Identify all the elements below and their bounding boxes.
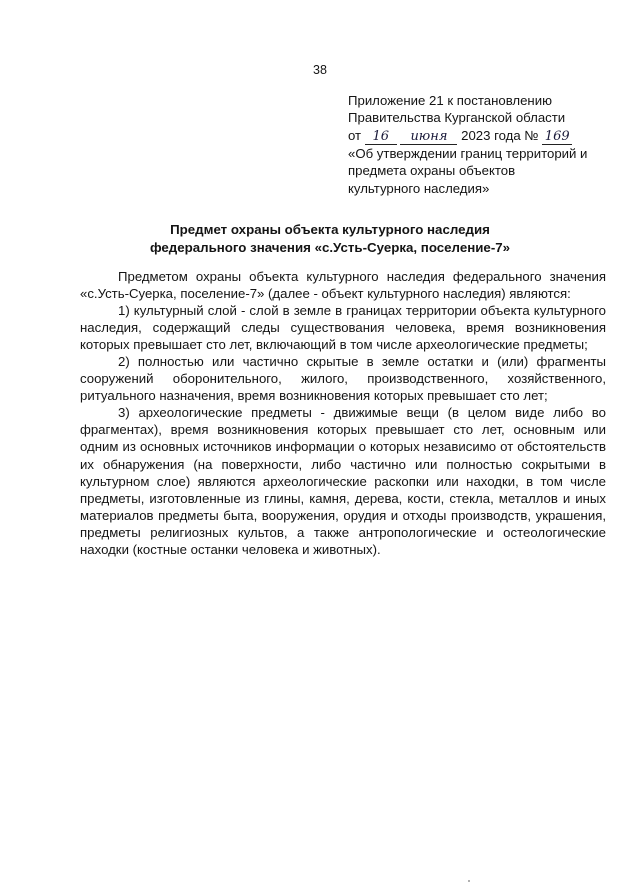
paragraph-item-3: 3) археологические предметы - движимые вещи (в целом виде либо во фрагментах), время возникновения которых превышает сто лет, основным или одним из основных источников информации о которых независимо от обстоятельств их обнаружения (на поверхности, либо частично или полностью сокрытыми в культурном слое) являются археологические раскопки или находки, в том числе предметы, изготовленные из глины, камня, дерева, кости, стекла, металлов и иных материалов предметы быта, вооружения, орудия и отходы производств, украшения, предметы религиозных культов, а также антропологические и остеологические находки (костные останки человека и животных). xyxy=(80,405,606,557)
handwritten-number: 169 xyxy=(542,130,572,145)
paragraph-intro: Предметом охраны объекта культурного наследия федерального значения «с.Усть-Суерка, поселение-7» (далее - объект культурного наследия) являются: xyxy=(80,269,606,302)
appendix-header xyxy=(348,92,610,197)
appendix-line-2: Правительства Курганской области xyxy=(348,110,566,126)
title-line-1: Предмет охраны объекта культурного наследия xyxy=(170,222,490,237)
page-number: 38 xyxy=(313,63,327,77)
title-line-2: федерального значения «с.Усть-Суерка, поселение-7» xyxy=(149,239,511,255)
paragraph-item-1: 1) культурный слой - слой в земле в границах территории объекта культурного наследия, содержащий следы существования человека, время возникновения которых превышает сто лет, включающий в том числе археологические предметы; xyxy=(80,303,606,353)
date-prefix: от xyxy=(348,127,362,143)
appendix-line-1: Приложение 21 к постановлению xyxy=(348,93,552,108)
appendix-line-5: предмета охраны объектов xyxy=(348,163,516,179)
number-sign: № xyxy=(524,127,539,143)
date-year: 2023 года xyxy=(461,127,521,143)
paragraph-item-2: 2) полностью или частично скрытые в земле остатки и (или) фрагменты сооружений оборонительного, жилого, производственного, хозяйственного, ритуального назначения, время возникновения которых превышает сто лет; xyxy=(80,354,606,404)
body-text xyxy=(80,268,606,558)
appendix-line-6: культурного наследия» xyxy=(348,180,490,196)
handwritten-month: июня xyxy=(400,130,457,145)
handwritten-day: 16 xyxy=(365,130,397,145)
appendix-date-line xyxy=(348,127,610,145)
document-title xyxy=(70,221,590,256)
scan-speck xyxy=(468,880,470,882)
appendix-line-4: «Об утверждении границ территорий и xyxy=(348,145,588,161)
